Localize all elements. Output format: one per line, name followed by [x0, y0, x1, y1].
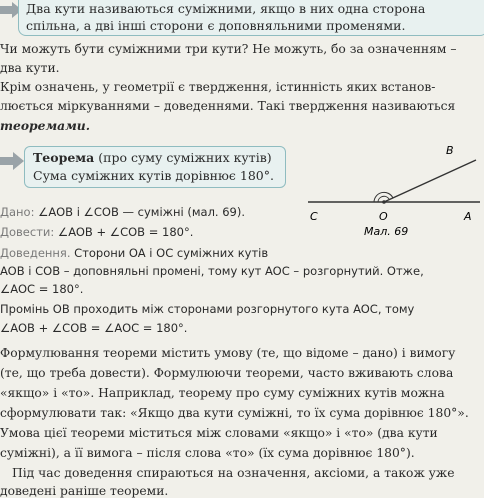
text-line-term: теоремами.	[0, 118, 91, 133]
proof-line: ∠AOB + ∠COB = ∠AOC = 180°.	[0, 321, 188, 335]
arrow-right-icon	[0, 152, 24, 170]
text-line: Формулювання теореми містить умову (те, що відоме – дано) і вимогу	[0, 346, 456, 360]
prove-line	[0, 225, 193, 239]
text-line: Чи можуть бути суміжними три кути? Не можуть, бо за означенням –	[0, 42, 457, 56]
label-c: C	[310, 210, 318, 223]
proof-line-1	[0, 246, 268, 260]
label-b: B	[446, 144, 454, 157]
proof-line: AOB і COB – доповняльні промені, тому кут AOC – розгорнутий. Отже,	[0, 264, 424, 278]
label-a: A	[464, 210, 472, 223]
prove-text: ∠AOB + ∠COB = 180°.	[57, 225, 194, 239]
figure-69	[300, 140, 484, 235]
text-line: сформулювати так: «Якщо два кути суміжні, то їх сума дорівнює 180°».	[0, 406, 469, 420]
given-text: ∠AOB і ∠COB — суміжні (мал. 69).	[38, 205, 246, 219]
text-line: люється міркуваннями – доведеннями. Такі твердження називаються	[0, 99, 456, 113]
theorem-statement: Сума суміжних кутів дорівнює 180°.	[33, 168, 274, 183]
theorem-title	[33, 150, 272, 165]
text-line: (те, що треба довести). Формулюючи теореми, часто вживають слова	[0, 366, 454, 380]
prove-label: Довести:	[0, 225, 55, 239]
definition-line-1: Два кути називаються суміжними, якщо в них одна сторона	[26, 1, 426, 16]
definition-line-2: спільна, а дві інші сторони є доповняльними променями.	[26, 18, 406, 33]
ray-ob	[384, 160, 476, 202]
proof-line: ∠AOC = 180°.	[0, 282, 84, 296]
proof-text: Сторони OA і OC суміжних кутів	[74, 246, 269, 260]
text-line: Під час доведення спираються на означення, аксіоми, а також уже	[12, 466, 455, 480]
proof-line: Промінь OB проходить між сторонами розгорнутого кута AOC, тому	[0, 302, 415, 316]
text-line: Умова цієї теореми міститься між словами «якщо» і «то» (два кути	[0, 426, 438, 440]
text-line: Крім означень, у геометрії є твердження, істинність яких встанов-	[0, 80, 436, 94]
theorem-subtitle: (про суму суміжних кутів)	[98, 150, 272, 165]
given-label: Дано:	[0, 205, 35, 219]
point-o	[382, 200, 386, 204]
text-line: два кути.	[0, 61, 60, 75]
text-line: «якщо» і «то». Наприклад, теорему про суму суміжних кутів можна	[0, 386, 445, 400]
text-line: доведені раніше теореми.	[0, 484, 169, 498]
text-line: суміжні), а її вимога – після слова «то» (їх сума дорівнює 180°).	[0, 446, 415, 460]
given-line	[0, 205, 245, 219]
figure-caption: Мал. 69	[364, 225, 409, 235]
label-o: O	[379, 210, 388, 223]
theorem-label: Теорема	[33, 150, 95, 165]
proof-label: Доведення.	[0, 246, 71, 260]
